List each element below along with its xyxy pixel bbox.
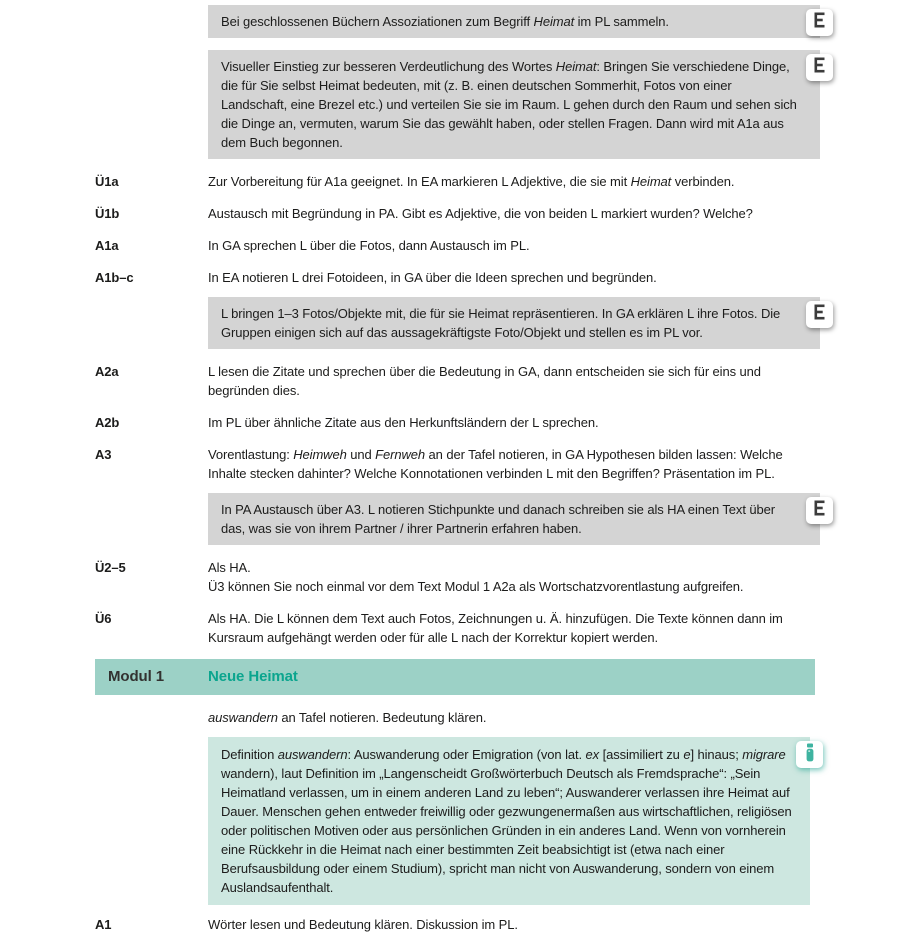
task-row <box>95 236 815 255</box>
task-text: Zur Vorbereitung für A1a geeignet. In EA markieren L Adjektive, die sie mit Heimat verbinden. <box>208 174 735 189</box>
task-code: Ü2–5 <box>95 560 126 575</box>
task-text: In EA notieren L drei Fotoideen, in GA über die Ideen sprechen und begründen. <box>208 270 657 285</box>
task-text: Im PL über ähnliche Zitate aus den Herkunftsländern der L sprechen. <box>208 415 599 430</box>
task-text: L lesen die Zitate und sprechen über die Bedeutung in GA, dann entscheiden sie sich für eins und begründen dies. <box>208 364 761 398</box>
tip-box <box>208 297 820 349</box>
task-code: A3 <box>95 447 112 462</box>
task-row <box>95 268 815 287</box>
task-text: Vorentlastung: Heimweh und Fernweh an der Tafel notieren, in GA Hypothesen bilden lassen: Welche Inhalte stecken dahinter? Welche Konnotationen verbinden L mit den Begriffen? Präsentation im PL. <box>208 447 783 481</box>
icon-badge <box>806 9 833 36</box>
task-text: Wörter lesen und Bedeutung klären. Diskussion im PL. <box>208 917 518 932</box>
task-text: Als HA. Ü3 können Sie noch einmal vor dem Text Modul 1 A2a als Wortschatzvorentlastung aufgreifen. <box>208 560 744 594</box>
task-code: Ü1b <box>95 206 120 221</box>
tip-text: L bringen 1–3 Fotos/Objekte mit, die für sie Heimat repräsentieren. In GA erklären L ihre Fotos. Die Gruppen einigen sich auf das aussagekräftigste Foto/Objekt und stellen es im PL vor. <box>221 306 781 340</box>
icon-badge <box>806 301 833 328</box>
task-row <box>95 413 815 432</box>
worksheet-icon <box>813 12 827 33</box>
task-text: In GA sprechen L über die Fotos, dann Austausch im PL. <box>208 238 530 253</box>
definition-text: Definition auswandern: Auswanderung oder Emigration (von lat. ex [assimiliert zu e] hinaus; migrare wandern), laut Definition im „Langenscheidt Großwörterbuch Deutsch als Fremdsprache“: „Sein Heimatland verlassen, um in einem anderen Land zu leben“; Auswanderer verlassen ihre Heimat auf Dauer. Menschen gehen entweder freiwillig oder gezwungenermaßen aus wirtschaftlichen, religiösen oder politischen Motiven oder aus persönlichen Gründen in ein anderes Land. Wenn von vornherein eine Rückkehr in die Heimat nach einer bestimmten Zeit beabsichtigt ist (etwa nach einer Berufsausbildung oder einem Studium), spricht man nicht von Auswanderung, sondern von einem Auslandsaufenthalt. <box>221 747 792 895</box>
task-row <box>95 172 815 191</box>
tip-box <box>208 50 820 159</box>
task-row <box>95 204 815 223</box>
icon-badge <box>806 54 833 81</box>
worksheet-icon <box>813 57 827 78</box>
task-row <box>95 609 815 647</box>
task-code: Ü1a <box>95 174 119 189</box>
task-row <box>95 558 815 596</box>
tip-text: Visueller Einstieg zur besseren Verdeutlichung des Wortes Heimat: Bringen Sie verschiedene Dinge, die für Sie selbst Heimat bedeuten, mit (z. B. einen deutschen Sommerhit, Fotos von einer Landschaft, eine Brezel etc.) und verteilen Sie sie im Raum. L gehen durch den Raum und sehen sich die Dinge an, vermuten, warum Sie das gewählt haben, oder stellen Fragen. Dann wird mit A1a aus dem Buch begonnen. <box>221 59 797 150</box>
task-code: A1a <box>95 238 119 253</box>
module-label: Modul 1 <box>108 668 164 685</box>
task-text: Als HA. Die L können dem Text auch Fotos, Zeichnungen u. Ä. hinzufügen. Die Texte können dann im Kursraum aufgehängt werden oder für alle L nach der Korrektur kopiert werden. <box>208 611 783 645</box>
tip-box <box>208 5 820 38</box>
task-code: Ü6 <box>95 611 112 626</box>
task-code: A1 <box>95 917 112 932</box>
task-row <box>95 915 815 934</box>
worksheet-icon <box>813 304 827 325</box>
task-code: A2b <box>95 415 120 430</box>
task-code: A1b–c <box>95 270 134 285</box>
module-title: Neue Heimat <box>208 668 298 685</box>
icon-badge <box>796 741 823 768</box>
task-row <box>95 445 815 483</box>
definition-box <box>208 737 810 905</box>
task-text: Austausch mit Begründung in PA. Gibt es Adjektive, die von beiden L markiert wurden? Welche? <box>208 206 753 221</box>
task-code: A2a <box>95 364 119 379</box>
tip-text: In PA Austausch über A3. L notieren Stichpunkte und danach schreiben sie als HA einen Text über das, was sie von ihrem Partner / ihrer Partnerin erfahren haben. <box>221 502 775 536</box>
tip-box <box>208 493 820 545</box>
tip-text: Bei geschlossenen Büchern Assoziationen zum Begriff Heimat im PL sammeln. <box>221 14 669 29</box>
worksheet-icon <box>813 500 827 521</box>
paragraph: auswandern an Tafel notieren. Bedeutung klären. <box>208 710 487 725</box>
task-row <box>95 362 815 400</box>
info-icon <box>804 743 816 767</box>
icon-badge <box>806 497 833 524</box>
module-header-bar <box>95 659 815 695</box>
